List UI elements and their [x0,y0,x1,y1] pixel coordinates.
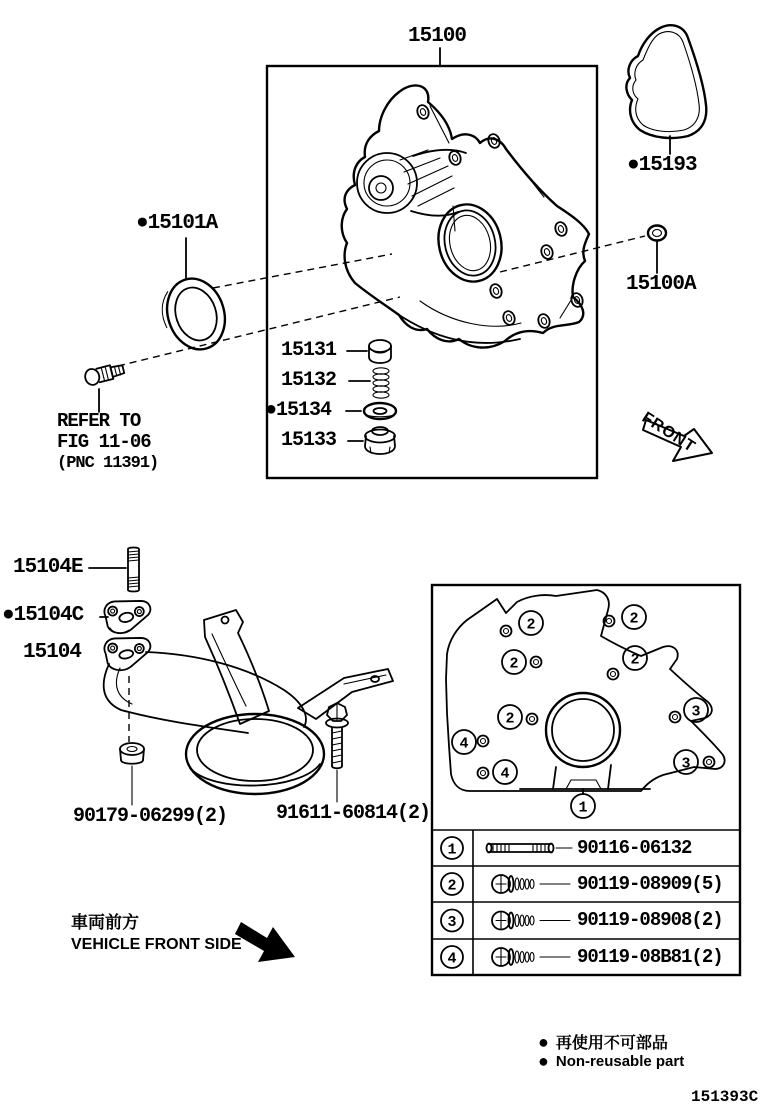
strainer-part-number: 15104 [23,641,82,664]
refer-note [57,411,158,474]
flange-bolt-icon [492,912,570,930]
strainer-bolt-drawing [326,703,348,802]
callout-number: 4 [500,765,510,783]
callout-number: 1 [578,799,588,817]
legend-non-reusable-en [538,1052,684,1070]
vehicle-front-label-jp: 車両前方 [71,913,139,932]
relief-valve-plug-part-number: 15131 [281,339,337,362]
callout-number: 2 [630,651,640,669]
gasket-part-number: ●15193 [627,154,697,177]
oil-pump-body-drawing [342,85,589,347]
callout-number: 2 [526,616,536,634]
plate-callouts [452,605,708,818]
vehicle-front-label-en: VEHICLE FRONT SIDE [71,936,242,953]
oil-seal-drawing [154,238,234,358]
relief-valve-spring-part-number: 15132 [281,369,337,392]
strainer-nut-part-number: 90179-06299(2) [73,805,228,828]
callout-number: 2 [509,655,519,673]
stud-icon [487,844,573,853]
callout-number: 4 [459,735,469,753]
table-part-number: 90119-08909(5) [577,873,723,895]
front-arrow-label: FRONT [638,409,699,457]
table-row-number: 4 [447,950,457,968]
plug-drawing [648,226,666,274]
table-part-number: 90116-06132 [577,837,692,859]
plug-part-number: 15100A [626,273,696,296]
callout-number: 3 [691,703,701,721]
strainer-gasket-drawing [100,594,154,636]
callout-number: 2 [505,710,515,728]
plate-bolt-holes [478,616,715,779]
pump-gasket-drawing [626,25,706,154]
table-part-number: 90119-08908(2) [577,909,723,931]
front-arrow [639,409,712,461]
non-reusable-bullet-icon: ● [538,1031,549,1052]
cap-nut-icon [348,427,395,454]
table-row-number: 2 [447,877,457,895]
table-row-number: 3 [447,914,457,931]
legend-non-reusable-jp [538,1030,668,1053]
alignment-dashed-lines [118,236,645,366]
table-part-number: 90119-08B81(2) [577,946,723,968]
callout-number: 3 [681,755,691,773]
table-row-number: 1 [447,841,457,859]
legend-en-text: Non-reusable part [555,1052,685,1070]
cap-nut-part-number: 15133 [281,429,337,452]
strainer-nut-drawing [120,676,144,805]
callout-number: 2 [629,610,639,628]
figure-code: 151393C [691,1088,759,1106]
vehicle-front-arrow [235,922,295,962]
relief-valve-spring-icon [349,368,389,398]
stud-part-number: 15104E [13,556,83,579]
non-reusable-bullet-icon: ● [538,1051,549,1071]
refer-note-line1: REFER TO [57,410,141,432]
oil-strainer-drawing [103,610,393,794]
gasket-washer-part-number: ●15134 [265,399,332,422]
relief-valve-plug-icon [347,340,391,363]
legend-jp-text: 再使用不可部品 [555,1035,668,1052]
refer-bolt-drawing [84,361,126,412]
gasket-washer-icon [346,403,396,419]
flange-bolt-icon [492,948,570,966]
refer-note-line2: FIG 11-06 [57,431,151,453]
oil-seal-part-number: ●15101A [136,212,218,235]
strainer-gasket-part-number: ●15104C [2,604,84,627]
refer-note-line3: (PNC 11391) [57,454,159,473]
assembly-part-number: 15100 [408,25,467,48]
strainer-bolt-part-number: 91611-60814(2) [276,802,431,825]
flange-bolt-icon [492,875,570,893]
stud-drawing [89,548,139,592]
